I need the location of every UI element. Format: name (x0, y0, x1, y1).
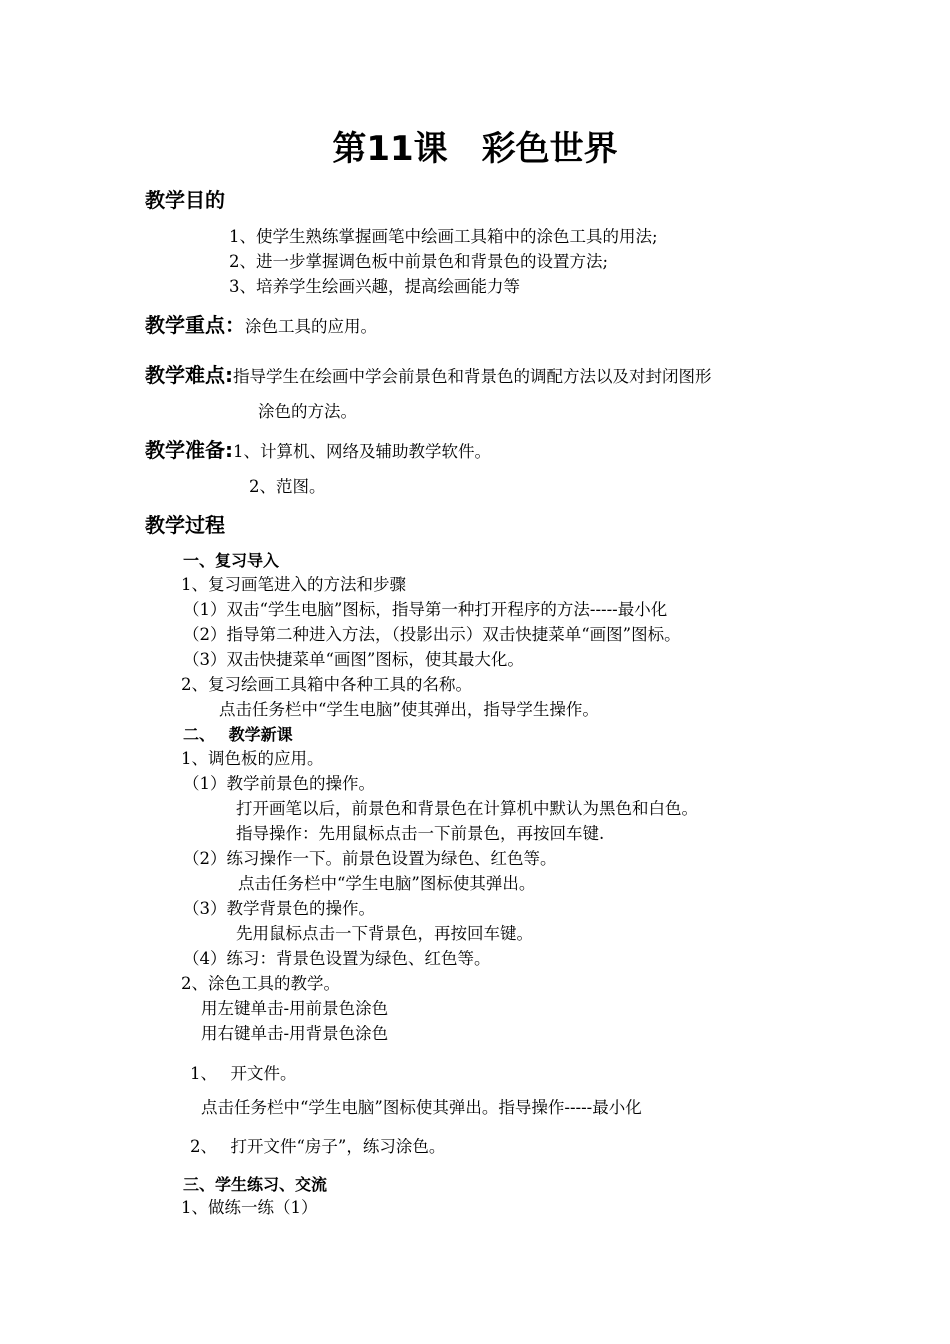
key-point-text: 涂色工具的应用。 (245, 317, 377, 336)
process-line: 先用鼠标点击一下背景色，再按回车键。 (236, 924, 533, 943)
process-heading: 教学过程 (145, 513, 225, 537)
goal-item-2: 2、进一步掌握调色板中前景色和背景色的设置方法; (229, 252, 609, 271)
process-line: （2）指导第二种进入方法，（投影出示）双击快捷菜单“画图”图标。 (183, 625, 681, 644)
process-line: （3）双击快捷菜单“画图”图标，使其最大化。 (183, 650, 524, 669)
difficulty-line (145, 365, 712, 386)
key-point-line (145, 315, 377, 336)
process-line: （4）练习：背景色设置为绿色、红色等。 (183, 949, 491, 968)
process-line: 打开画笔以后，前景色和背景色在计算机中默认为黑色和白色。 (236, 799, 698, 818)
process-line: （2）练习操作一下。前景色设置为绿色、红色等。 (183, 849, 557, 868)
process-line: 2、涂色工具的教学。 (181, 974, 340, 993)
goal-item-1: 1、使学生熟练掌握画笔中绘画工具箱中的涂色工具的用法; (229, 227, 658, 246)
prep-item-2: 2、范图。 (249, 477, 326, 496)
process-line: （1）教学前景色的操作。 (183, 774, 375, 793)
process-line: 点击任务栏中“学生电脑”使其弹出，指导学生操作。 (219, 700, 599, 719)
process-line: 1、复习画笔进入的方法和步骤 (181, 575, 406, 594)
goal-heading: 教学目的 (145, 188, 225, 212)
process-line: （3）教学背景色的操作。 (183, 899, 375, 918)
process-line: （1）双击“学生电脑”图标，指导第一种打开程序的方法-----最小化 (183, 600, 668, 619)
process-line: 指导操作：先用鼠标点击一下前景色，再按回车键. (236, 824, 605, 843)
process-line: 2、 打开文件“房子”，练习涂色。 (190, 1137, 446, 1156)
process-line: 点击任务栏中“学生电脑”图标使其弹出。指导操作-----最小化 (201, 1098, 642, 1117)
process-line: 1、调色板的应用。 (181, 749, 324, 768)
process-line: 用右键单击-用背景色涂色 (201, 1024, 389, 1043)
section-practice-heading: 三、学生练习、交流 (183, 1175, 328, 1194)
prep-heading: 教学准备: (145, 438, 233, 462)
process-line: 点击任务栏中“学生电脑”图标使其弹出。 (238, 874, 536, 893)
difficulty-text-cont: 涂色的方法。 (258, 402, 357, 421)
goal-item-3: 3、培养学生绘画兴趣，提高绘画能力等 (229, 277, 520, 296)
process-line: 1、做练一练（1） (181, 1198, 318, 1217)
prep-item-1: 1、计算机、网络及辅助教学软件。 (233, 442, 491, 461)
process-line: 用左键单击-用前景色涂色 (201, 999, 389, 1018)
process-line: 2、复习绘画工具箱中各种工具的名称。 (181, 675, 472, 694)
difficulty-heading: 教学难点: (145, 363, 233, 387)
prep-line (145, 440, 491, 461)
section-review-heading: 一、复习导入 (183, 551, 280, 570)
difficulty-text: 指导学生在绘画中学会前景色和背景色的调配方法以及对封闭图形 (233, 367, 712, 386)
document-title: 第11课 彩色世界 (332, 129, 618, 169)
key-point-heading: 教学重点： (145, 313, 245, 337)
process-line: 1、 开文件。 (190, 1064, 297, 1083)
section-new-lesson-heading: 二、 教学新课 (183, 725, 293, 744)
